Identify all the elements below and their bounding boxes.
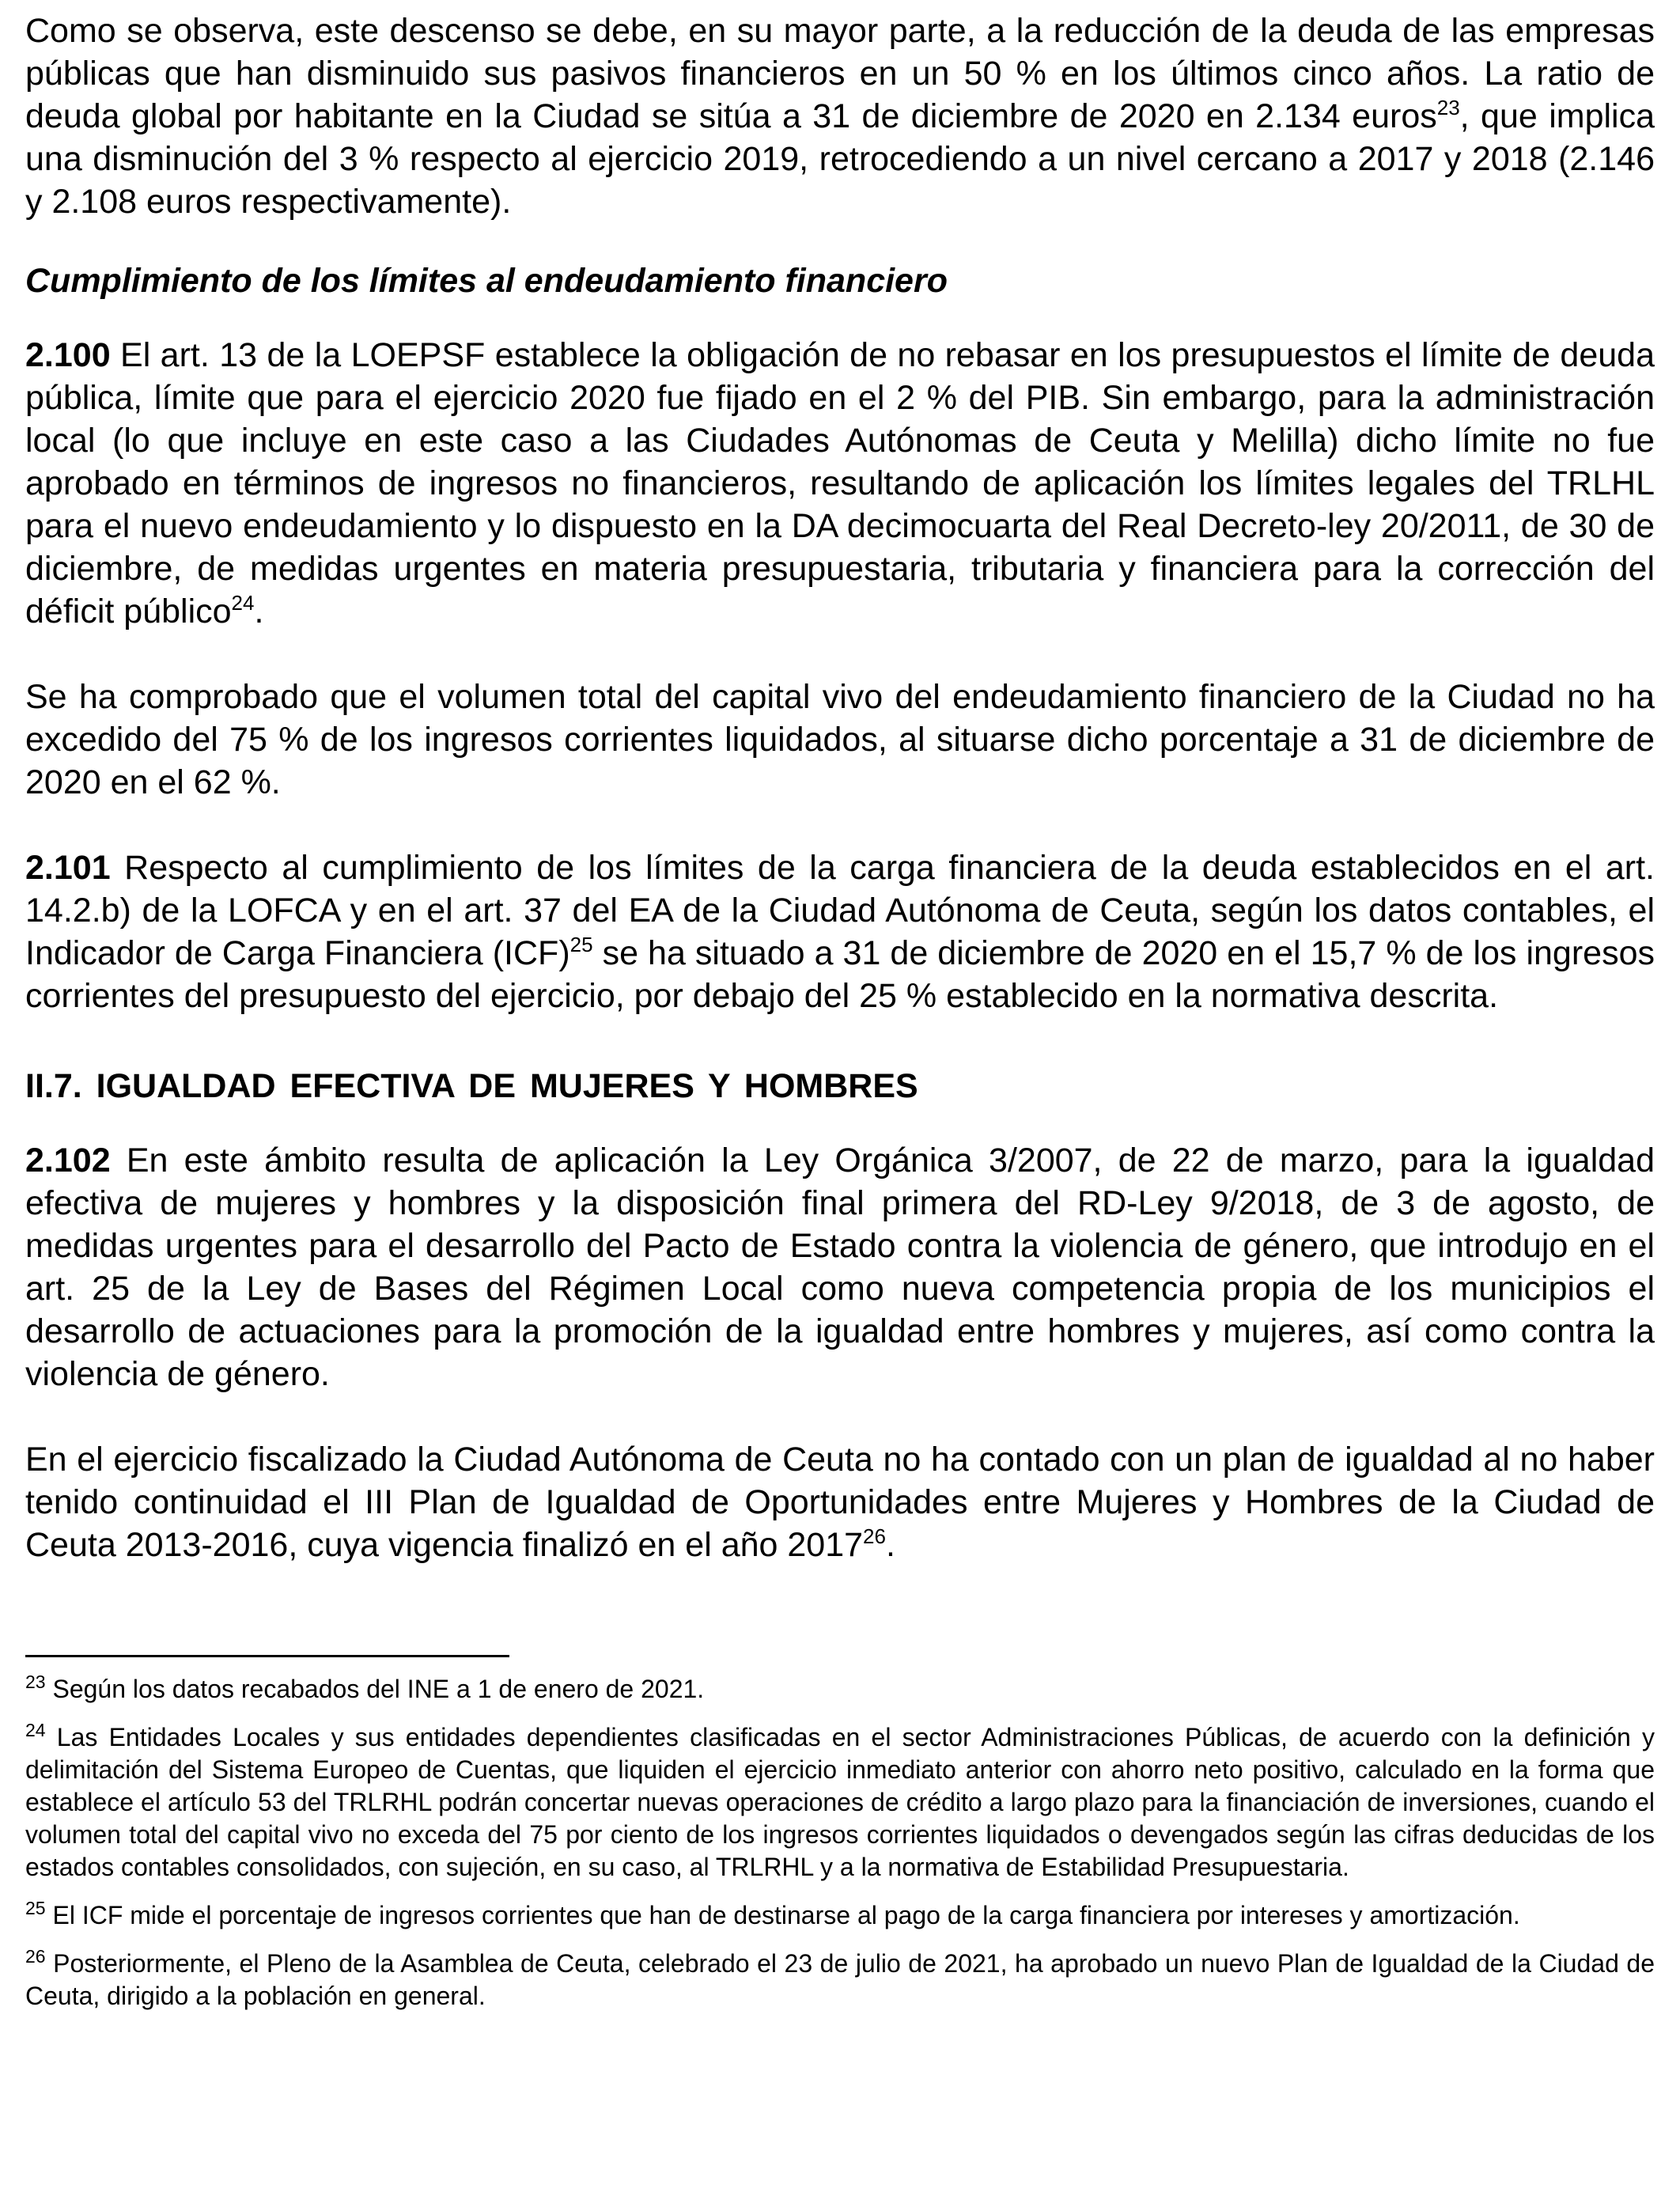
paragraph-number: 2.100 [25,336,111,374]
footnote-26 [25,1948,1655,2012]
paragraph-equality-plan [25,1438,1655,1566]
paragraph-debt-per-capita [25,0,1655,223]
footnote-text: Las Entidades Locales y sus entidades dependientes clasificadas en el sector Administraciones Públicas, de acuerdo con la definición y delimitación del Sistema Europeo de Cuentas, que liquiden el ejercicio inmediato anterior con ahorro neto positivo, calculado en la forma que establece el artículo 53 del TRLRHL podrán concertar nuevas operaciones de crédito a largo plazo para la financiación de inversiones, cuando el volumen total del capital vivo no exceda del 75 por ciento de los ingresos corrientes liquidados o devengados según las cifras deducidas de los estados contables consolidados, con sujeción, en su caso, al TRLRHL y a la normativa de Estabilidad Presupuestaria. [25,1723,1655,1881]
document-page [25,0,1655,2012]
footnote-number: 23 [25,1672,46,1692]
paragraph-2-101 [25,846,1655,1017]
paragraph-text: En este ámbito resulta de aplicación la Ley Orgánica 3/2007, de 22 de marzo, para la igualdad efectiva de mujeres y hombres y la disposición final primera del RD-Ley 9/2018, de 3 de agosto, de medidas urgentes para el desarrollo del Pacto de Estado contra la violencia de género, que introdujo en el art. 25 de la Ley de Bases del Régimen Local como nueva competencia propia de los municipios el desarrollo de actuaciones para la promoción de la igualdad entre hombres y mujeres, así como contra la violencia de género. [25,1142,1655,1393]
paragraph-text: . [254,593,264,630]
footnote-ref-24[interactable]: 24 [231,591,255,615]
paragraph-text: En el ejercicio fiscalizado la Ciudad Autónoma de Ceuta no ha contado con un plan de igualdad al no haber tenido continuidad el III Plan de Igualdad de Oportunidades entre Mujeres y Hombres de la Ciudad de Ceuta 2013-2016, cuya vigencia finalizó en el año 2017 [25,1441,1655,1564]
paragraph-text: Como se observa, este descenso se debe, en su mayor parte, a la reducción de la deuda de las empresas públicas que han disminuido sus pasivos financieros en un 50 % en los últimos cinco años. La ratio de deuda global por habitante en la Ciudad se sitúa a 31 de diciembre de 2020 en 2.134 euros [25,12,1655,135]
heading-debt-limits: Cumplimiento de los límites al endeudamiento financiero [25,262,948,300]
paragraph-capital-volume: Se ha comprobado que el volumen total del capital vivo del endeudamiento financiero de la Ciudad no ha excedido del 75 % de los ingresos corrientes liquidados, al situarse dicho porcentaje a 31 de diciembre de 2020 en el 62 %. [25,678,1655,801]
section-heading-equality: II.7. IGUALDAD EFECTIVA DE MUJERES Y HOMBRES [25,1067,918,1105]
paragraph-text: . [885,1526,895,1564]
paragraph-2-102 [25,1139,1655,1395]
footnote-text: Posteriormente, el Pleno de la Asamblea de Ceuta, celebrado el 23 de julio de 2021, ha aprobado un nuevo Plan de Igualdad de la Ciudad de Ceuta, dirigido a la población en general. [25,1949,1655,2010]
footnote-24 [25,1721,1655,1884]
footnote-divider [25,1655,509,1657]
paragraph-text: se ha situado a 31 de diciembre de 2020 en el 15,7 % de los ingresos corrientes del presupuesto del ejercicio, por debajo del 25 % establecido en la normativa descrita. [25,934,1655,1015]
footnote-ref-26[interactable]: 26 [863,1524,886,1548]
paragraph-text: Respecto al cumplimiento de los límites de la carga financiera de la deuda establecidos en el art. 14.2.b) de la LOFCA y en el art. 37 del EA de la Ciudad Autónoma de Ceuta, según los datos contables, el Indicador de Carga Financiera (ICF) [25,849,1655,972]
paragraph-number: 2.102 [25,1142,111,1179]
paragraph-text: , que implica una disminución del 3 % respecto al ejercicio 2019, retrocediendo a un nivel cercano a 2017 y 2018 (2.146 y 2.108 euros respectivamente). [25,97,1655,221]
footnote-ref-23[interactable]: 23 [1436,96,1460,119]
paragraph-number: 2.101 [25,849,111,887]
footnote-number: 25 [25,1898,46,1918]
paragraph-text: El art. 13 de la LOEPSF establece la obligación de no rebasar en los presupuestos el límite de deuda pública, límite que para el ejercicio 2020 fue fijado en el 2 % del PIB. Sin embargo, para la administración local (lo que incluye en este caso a las Ciudades Autónomas de Ceuta y Melilla) dicho límite no fue aprobado en términos de ingresos no financieros, resultando de aplicación los límites legales del TRLHL para el nuevo endeudamiento y lo dispuesto en la DA decimocuarta del Real Decreto-ley 20/2011, de 30 de diciembre, de medidas urgentes en materia presupuestaria, tributaria y financiera para la corrección del déficit público [25,336,1655,630]
footnote-23 [25,1673,1655,1706]
footnote-25 [25,1899,1655,1932]
paragraph-2-100 [25,334,1655,633]
footnote-text: Según los datos recabados del INE a 1 de enero de 2021. [45,1675,705,1703]
footnote-number: 26 [25,1946,46,1967]
footnote-ref-25[interactable]: 25 [569,933,593,956]
footnote-number: 24 [25,1720,46,1740]
footnote-text: El ICF mide el porcentaje de ingresos corrientes que han de destinarse al pago de la carga financiera por intereses y amortización. [45,1901,1520,1929]
